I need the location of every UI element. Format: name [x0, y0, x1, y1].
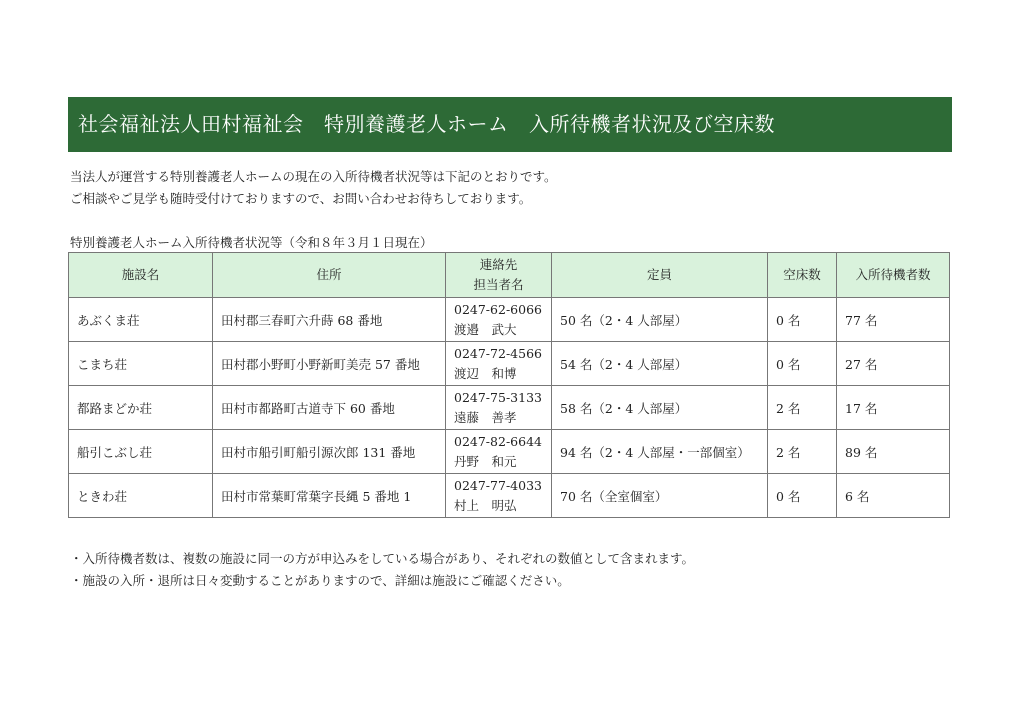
footnote: ・入所待機者数は、複数の施設に同一の方が申込みをしている場合があり、それぞれの数値として含まれます。: [70, 551, 695, 566]
header-capacity: 定員: [552, 253, 768, 298]
table-row: [69, 298, 950, 342]
contact-person: 渡邉 武大: [454, 321, 517, 337]
contact-cell: [446, 430, 552, 474]
vacancies-cell: 0 名: [768, 342, 837, 386]
header-contact-line2: 担当者名: [473, 277, 524, 292]
vacancies-cell: 0 名: [768, 474, 837, 518]
address-cell: 田村市船引町船引源次郎 131 番地: [213, 430, 446, 474]
table-row: [69, 430, 950, 474]
table-row: [69, 342, 950, 386]
intro-text: [70, 166, 557, 210]
footnote: ・施設の入所・退所は日々変動することがありますので、詳細は施設にご確認ください。: [70, 573, 570, 588]
table-row: [69, 386, 950, 430]
address-cell: 田村市常葉町常葉字長縄 5 番地 1: [213, 474, 446, 518]
phone-number: 0247-77-4033: [454, 477, 542, 493]
intro-line: ご相談やご見学も随時受付けておりますので、お問い合わせお待ちしております。: [70, 191, 532, 206]
facility-name-cell: 船引こぶし荘: [69, 430, 213, 474]
facility-name-cell: こまち荘: [69, 342, 213, 386]
vacancies-cell: 2 名: [768, 386, 837, 430]
phone-number: 0247-62-6066: [454, 301, 542, 317]
address-cell: 田村郡三春町六升蒔 68 番地: [213, 298, 446, 342]
table-header-row: [69, 253, 950, 298]
vacancies-cell: 0 名: [768, 298, 837, 342]
phone-number: 0247-82-6644: [454, 433, 542, 449]
contact-cell: [446, 386, 552, 430]
table-caption: 特別養護老人ホーム入所待機者状況等（令和８年３月１日現在）: [70, 235, 433, 250]
phone-number: 0247-75-3133: [454, 389, 542, 405]
facility-table: [68, 252, 950, 518]
waiting-count-cell: 77 名: [837, 298, 950, 342]
contact-person: 渡辺 和博: [454, 365, 517, 381]
vacancies-cell: 2 名: [768, 430, 837, 474]
waiting-count-cell: 6 名: [837, 474, 950, 518]
page-title-banner: 社会福祉法人田村福祉会 特別養護老人ホーム 入所待機者状況及び空床数: [68, 97, 952, 152]
facility-name-cell: 都路まどか荘: [69, 386, 213, 430]
capacity-cell: 70 名（全室個室）: [552, 474, 768, 518]
footnotes: [70, 548, 694, 592]
contact-cell: [446, 474, 552, 518]
intro-line: 当法人が運営する特別養護老人ホームの現在の入所待機者状況等は下記のとおりです。: [70, 169, 557, 184]
capacity-cell: 94 名（2・4 人部屋・一部個室）: [552, 430, 768, 474]
facility-name-cell: あぶくま荘: [69, 298, 213, 342]
waiting-count-cell: 89 名: [837, 430, 950, 474]
capacity-cell: 58 名（2・4 人部屋）: [552, 386, 768, 430]
contact-cell: [446, 298, 552, 342]
table-row: [69, 474, 950, 518]
contact-person: 村上 明弘: [454, 497, 517, 513]
address-cell: 田村市都路町古道寺下 60 番地: [213, 386, 446, 430]
capacity-cell: 54 名（2・4 人部屋）: [552, 342, 768, 386]
contact-cell: [446, 342, 552, 386]
header-address: 住所: [213, 253, 446, 298]
phone-number: 0247-72-4566: [454, 345, 542, 361]
header-waiting: 入所待機者数: [837, 253, 950, 298]
waiting-count-cell: 17 名: [837, 386, 950, 430]
header-vacancies: 空床数: [768, 253, 837, 298]
capacity-cell: 50 名（2・4 人部屋）: [552, 298, 768, 342]
header-contact: [446, 253, 552, 298]
waiting-count-cell: 27 名: [837, 342, 950, 386]
header-contact-line1: 連絡先: [479, 257, 518, 272]
facility-name-cell: ときわ荘: [69, 474, 213, 518]
contact-person: 遠藤 善孝: [454, 409, 517, 425]
contact-person: 丹野 和元: [454, 453, 517, 469]
header-facility: 施設名: [69, 253, 213, 298]
address-cell: 田村郡小野町小野新町美売 57 番地: [213, 342, 446, 386]
